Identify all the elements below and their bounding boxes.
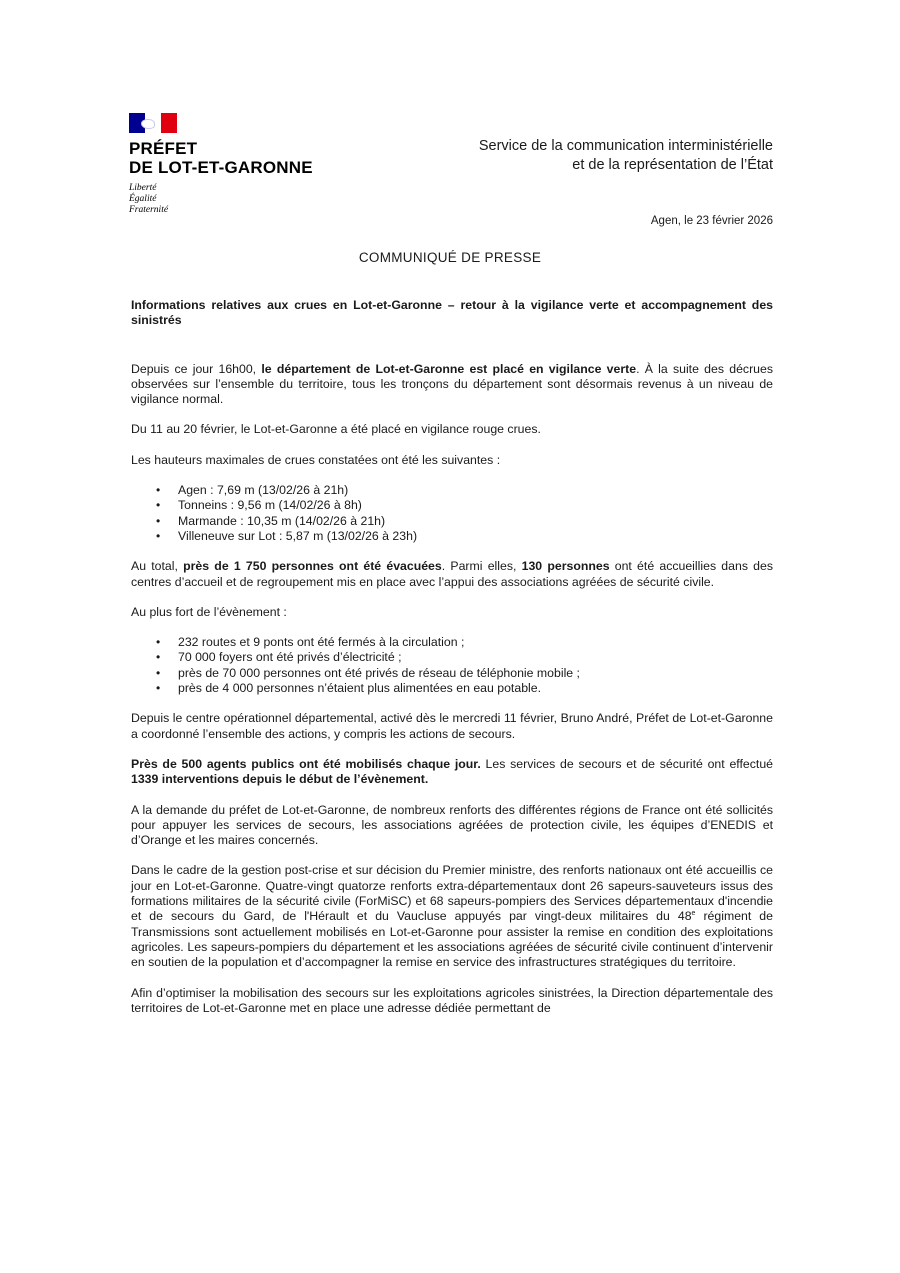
paragraph-vigilance-verte: Depuis ce jour 16h00, le département de Lot-et-Garonne est placé en vigilance verte. À la suite des décrues observées sur l’ensemble du territoire, tous les tronçons du département sont désormais revenus à un niveau de vigilance normal. — [131, 361, 773, 407]
publication-date: Agen, le 23 février 2026 — [650, 215, 773, 227]
list-item: • près de 70 000 personnes ont été privés de réseau de téléphonie mobile ; — [131, 666, 773, 681]
flood-heights-list — [131, 483, 773, 544]
list-item: • près de 4 000 personnes n’étaient plus alimentées en eau potable. — [131, 681, 773, 696]
list-item: • Marmande : 10,35 m (14/02/26 à 21h) — [131, 514, 773, 529]
list-item: • 232 routes et 9 ponts ont été fermés à la circulation ; — [131, 635, 773, 650]
paragraph-evacuations: Au total, près de 1 750 personnes ont été évacuées. Parmi elles, 130 personnes ont été accueillies dans des centres d’accueil et de regroupement mis en place avec l’appui des associations agréées de sécurité civile. — [131, 559, 774, 589]
list-item: • Villeneuve sur Lot : 5,87 m (13/02/26 à 23h) — [131, 529, 773, 544]
marianne-flag-icon — [129, 113, 177, 133]
list-item: • Tonneins : 9,56 m (14/02/26 à 8h) — [131, 498, 773, 513]
republic-motto: Liberté Égalité Fraternité — [129, 183, 169, 215]
subject-line: Informations relatives aux crues en Lot-et-Garonne – retour à la vigilance verte et accompagnement des sinistrés — [131, 298, 773, 328]
paragraph-cod: Depuis le centre opérationnel départemental, activé dès le mercredi 11 février, Bruno André, Préfet de Lot-et-Garonne a coordonné l’ensemble des actions, y compris les actions de secours. — [131, 711, 773, 741]
paragraph-renforts-nationaux: Dans le cadre de la gestion post-crise et sur décision du Premier ministre, des renforts nationaux ont été accueillis ce jour en Lot-et-Garonne. Quatre-vingt quatorze renforts extra-départementaux dont 26 sapeurs-sauveteurs issus des formations militaires de la sécurité civile (ForMiSC) et 68 sapeurs-pompiers des Services départementaux d'incendie et de secours du Gard, de l'Hérault et du Vaucluse appuyés par vingt-deux militaires du 48e régiment de Transmissions sont actuellement mobilisés en Lot-et-Garonne pour assister la remise en condition des exploitations agricoles. Les sapeurs-pompiers du département et les associations agréées de sécurité civile continuent d’intervenir en soutien de la population et d’accompagner la remise en service des infrastructures stratégiques du territoire. — [131, 863, 773, 970]
paragraph-vigilance-rouge: Du 11 au 20 février, le Lot-et-Garonne a été placé en vigilance rouge crues. — [131, 422, 541, 437]
paragraph-heights-intro: Les hauteurs maximales de crues constatées ont été les suivantes : — [131, 452, 501, 467]
service-name: Service de la communication interministérielle et de la représentation de l’État — [478, 138, 773, 173]
list-item: • Agen : 7,69 m (13/02/26 à 21h) — [131, 483, 773, 498]
prefecture-logo — [129, 113, 329, 216]
paragraph-renforts-regions: A la demande du préfet de Lot-et-Garonne, de nombreux renforts des différentes régions de France ont été sollicités pour appuyer les services de secours, les associations agréées de protection civile, les équipes d’ENEDIS et d’Orange et les maires concernés. — [131, 802, 773, 848]
impacts-list — [131, 635, 773, 696]
prefet-title: PRÉFET DE LOT-ET-GARONNE — [129, 139, 313, 177]
press-release-body — [131, 298, 773, 1031]
list-item: • 70 000 foyers ont été privés d’électricité ; — [131, 650, 773, 665]
document-title: COMMUNIQUÉ DE PRESSE — [358, 250, 542, 265]
paragraph-agents: Près de 500 agents publics ont été mobilisés chaque jour. Les services de secours et de sécurité ont effectué 1339 interventions depuis le début de l’évènement. — [131, 756, 773, 787]
paragraph-ddt: Afin d’optimiser la mobilisation des secours sur les exploitations agricoles sinistrées, la Direction départementale des territoires de Lot-et-Garonne met en place une adresse dédiée permettant de — [131, 985, 773, 1015]
paragraph-impacts-intro: Au plus fort de l’évènement : — [131, 604, 287, 619]
